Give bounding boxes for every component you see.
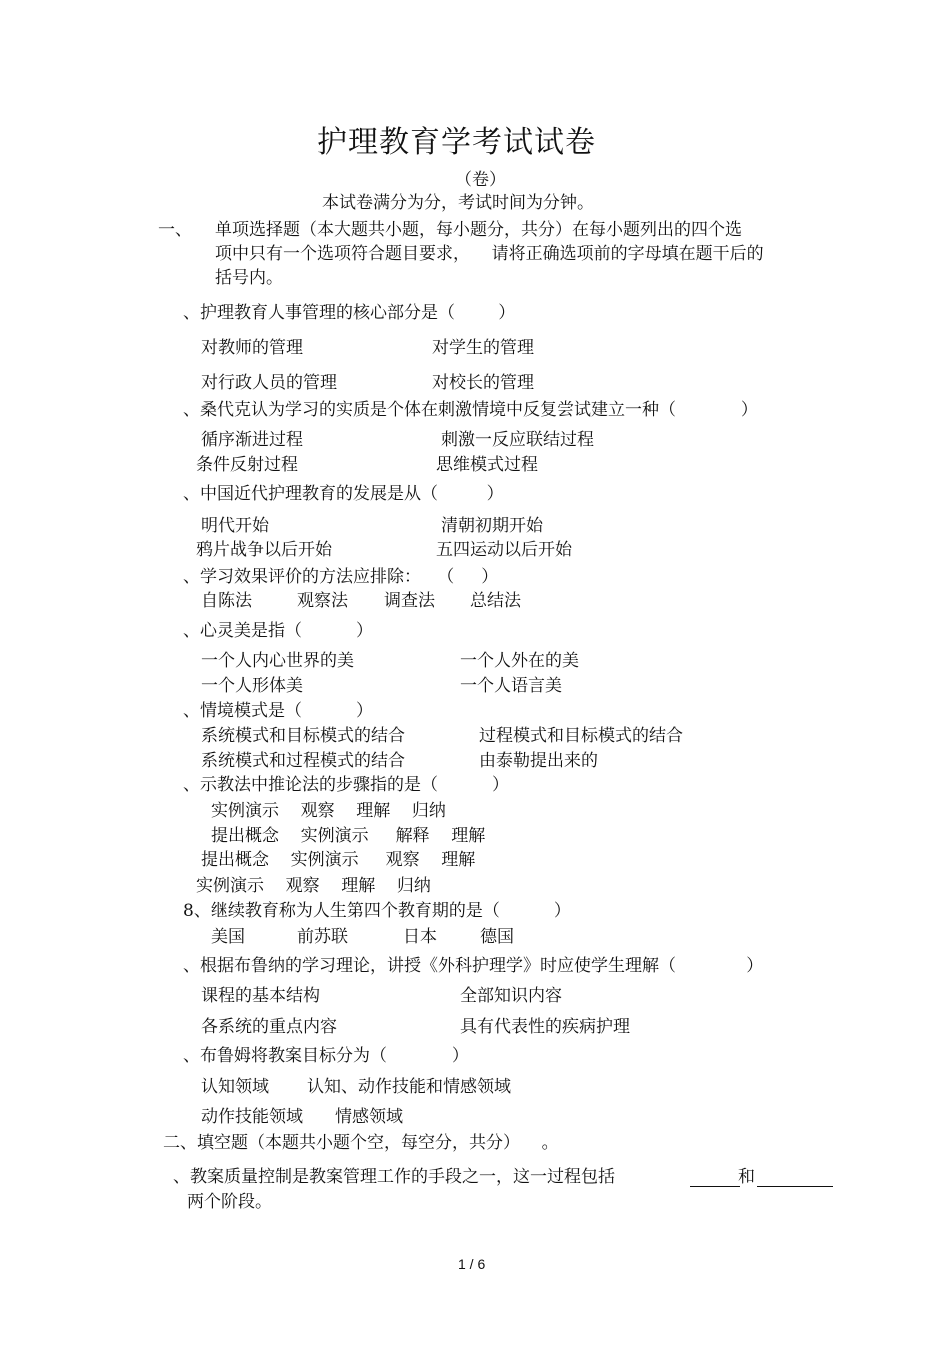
option-a: 系统模式和目标模式的结合 xyxy=(201,726,405,746)
section1-instruction: 括号内。 xyxy=(215,268,283,288)
fill-connector: 和 xyxy=(738,1167,755,1187)
option-d: 实例演示 观察 理解 归纳 xyxy=(196,876,431,896)
option-a: 明代开始 xyxy=(201,516,269,536)
option-d: 一个人语言美 xyxy=(460,676,562,696)
option-c: 鸦片战争以后开始 xyxy=(196,540,332,560)
question-stem: 8、继续教育称为人生第四个教育期的是（ ） xyxy=(183,901,571,921)
question-stem: 、桑代克认为学习的实质是个体在刺激情境中反复尝试建立一种（ ） xyxy=(183,400,758,420)
option-d: 总结法 xyxy=(470,591,521,611)
option-a: 认知领域 xyxy=(201,1077,269,1097)
section1-number: 一、 xyxy=(158,220,192,240)
option-d: 德国 xyxy=(480,927,514,947)
question-stem: 、布鲁姆将教案目标分为（ ） xyxy=(183,1046,469,1066)
exam-info: 本试卷满分为分，考试时间为分钟。 xyxy=(322,193,594,213)
option-b: 前苏联 xyxy=(297,927,348,947)
option-a: 循序渐进过程 xyxy=(201,430,303,450)
option-b: 清朝初期开始 xyxy=(441,516,543,536)
option-c: 条件反射过程 xyxy=(196,455,298,475)
option-c: 一个人形体美 xyxy=(201,676,303,696)
question-stem: 、示教法中推论法的步骤指的是（ ） xyxy=(183,775,510,795)
question-stem: 、学习效果评价的方法应排除： （ ） xyxy=(183,567,499,587)
option-d: 情感领域 xyxy=(335,1107,403,1127)
option-b: 过程模式和目标模式的结合 xyxy=(479,726,683,746)
option-b: 认知、动作技能和情感领域 xyxy=(307,1077,511,1097)
option-d: 对校长的管理 xyxy=(432,373,534,393)
question-stem: 、情境模式是（ ） xyxy=(183,701,374,721)
option-a: 对教师的管理 xyxy=(201,338,303,358)
option-d: 由泰勒提出来的 xyxy=(479,751,598,771)
section1-instruction: 单项选择题（本大题共小题，每小题分，共分）在每小题列出的四个选 xyxy=(215,220,742,240)
option-d: 思维模式过程 xyxy=(436,455,538,475)
answer-blank xyxy=(757,1186,833,1187)
option-c: 各系统的重点内容 xyxy=(201,1017,337,1037)
option-a: 美国 xyxy=(211,927,245,947)
option-d: 五四运动以后开始 xyxy=(436,540,572,560)
option-b: 一个人外在的美 xyxy=(460,651,579,671)
option-c: 对行政人员的管理 xyxy=(201,373,337,393)
option-a: 自陈法 xyxy=(201,591,252,611)
exam-title: 护理教育学考试试卷 xyxy=(317,125,596,160)
option-c: 日本 xyxy=(403,927,437,947)
section1-instruction: 项中只有一个选项符合题目要求， 请将正确选项前的字母填在题干后的 xyxy=(215,244,764,264)
option-c: 调查法 xyxy=(384,591,435,611)
option-a: 一个人内心世界的美 xyxy=(201,651,354,671)
option-b: 提出概念 实例演示 解释 理解 xyxy=(211,826,486,846)
option-c: 提出概念 实例演示 观察 理解 xyxy=(201,850,476,870)
question-stem: 、中国近代护理教育的发展是从（ ） xyxy=(183,484,504,504)
option-c: 系统模式和过程模式的结合 xyxy=(201,751,405,771)
fill-question: 、教案质量控制是教案管理工作的手段之一，这一过程包括 xyxy=(173,1167,615,1187)
section2-heading: 二、填空题（本题共小题个空，每空分，共分） 。 xyxy=(163,1133,559,1153)
question-stem: 、心灵美是指（ ） xyxy=(183,621,374,641)
option-a: 实例演示 观察 理解 归纳 xyxy=(211,801,446,821)
option-a: 课程的基本结构 xyxy=(201,986,320,1006)
option-b: 对学生的管理 xyxy=(432,338,534,358)
option-b: 刺激一反应联结过程 xyxy=(441,430,594,450)
paper-label: （卷） xyxy=(455,170,506,190)
page-number: 1 / 6 xyxy=(458,1256,486,1272)
option-c: 动作技能领域 xyxy=(201,1107,303,1127)
option-d: 具有代表性的疾病护理 xyxy=(460,1017,630,1037)
answer-blank xyxy=(690,1186,740,1187)
option-b: 观察法 xyxy=(297,591,348,611)
question-stem: 、根据布鲁纳的学习理论，讲授《外科护理学》时应使学生理解（ ） xyxy=(183,956,764,976)
fill-question-cont: 两个阶段。 xyxy=(187,1192,272,1212)
question-stem: 、护理教育人事管理的核心部分是（ ） xyxy=(183,303,516,323)
option-b: 全部知识内容 xyxy=(460,986,562,1006)
